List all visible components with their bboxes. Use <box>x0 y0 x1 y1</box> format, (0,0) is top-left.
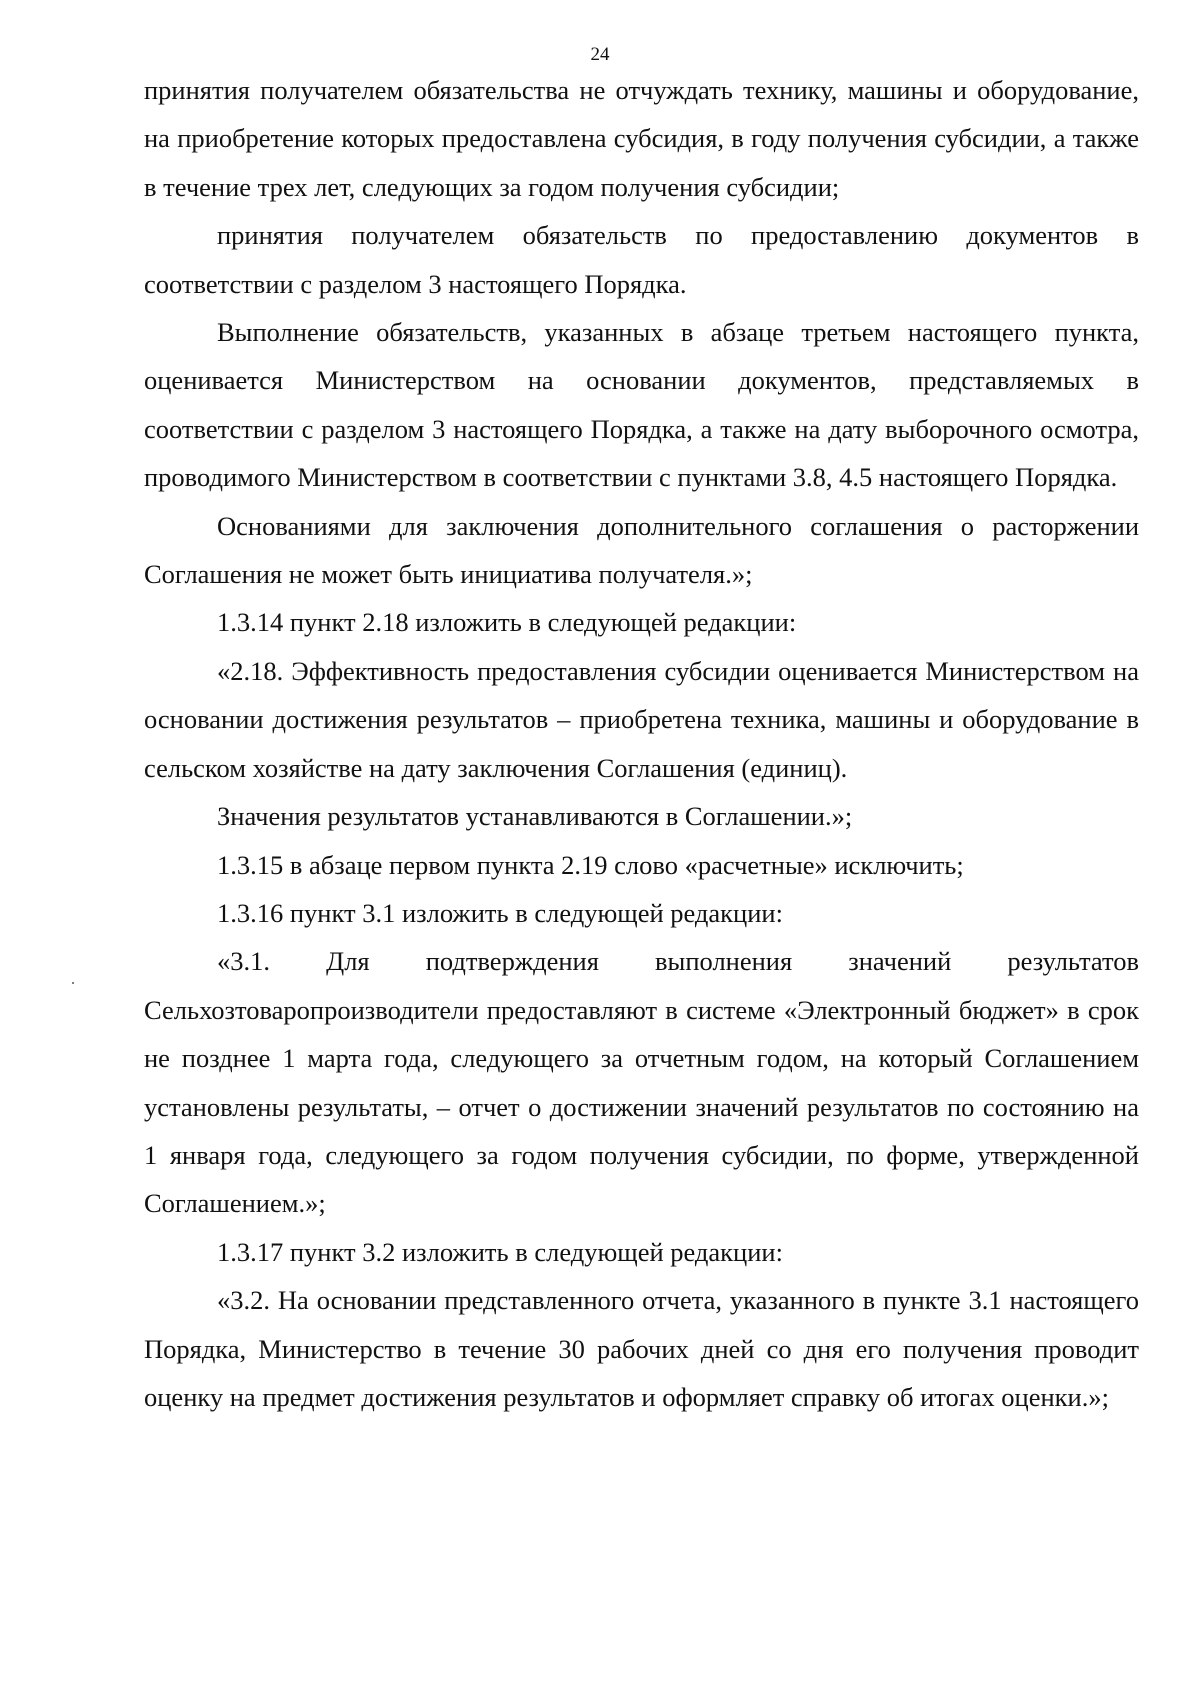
paragraph-1-3-16: 1.3.16 пункт 3.1 изложить в следующей редакции: <box>217 897 783 928</box>
paragraph-obligation-assessment: Выполнение обязательств, указанных в абзаце третьем настоящего пункта, оценивается Министерством на основании документов, представляемых в соответствии с разделом 3 настоящего Порядка, а также на дату выборочного осмотра, проводимого Министерством в соответствии с пунктами 3.8, 4.5 настоящего Порядка. <box>144 317 1139 493</box>
paragraph-obligation-not-alienate: принятия получателем обязательства не отчуждать технику, машины и оборудование, на приобретение которых предоставлена субсидия, в году получения субсидии, а также в течение трех лет, следующих за годом получения субсидии; <box>144 75 1139 202</box>
document-body <box>144 66 1139 1421</box>
paragraph-results-values: Значения результатов устанавливаются в Соглашении.»; <box>217 801 853 832</box>
paragraph-3-2: «3.2. На основании представленного отчета, указанного в пункте 3.1 настоящего Порядка, Министерство в течение 30 рабочих дней со дня его получения проводит оценку на предмет достижения результатов и оформляет справку об итогах оценки.»; <box>144 1285 1139 1412</box>
page-number: 24 <box>590 44 610 65</box>
paragraph-1-3-15: 1.3.15 в абзаце первом пункта 2.19 слово «расчетные» исключить; <box>217 849 964 880</box>
paragraph-obligation-documents: принятия получателем обязательств по предоставлению документов в соответствии с разделом 3 настоящего Порядка. <box>144 220 1139 299</box>
paragraph-2-18: «2.18. Эффективность предоставления субсидии оценивается Министерством на основании достижения результатов – приобретена техника, машины и оборудование в сельском хозяйстве на дату заключения Соглашения (единиц). <box>144 655 1139 783</box>
paragraph-3-1: «3.1. Для подтверждения выполнения значений результатов Сельхозтоваропроизводители предоставляют в системе «Электронный бюджет» в срок не позднее 1 марта года, следующего за отчетным годом, на который Соглашением установлены результаты, – отчет о достижении значений результатов по состоянию на 1 января года, следующего за годом получения субсидии, по форме, утвержденной Соглашением.»; <box>144 946 1139 1219</box>
scan-speck <box>72 982 74 984</box>
paragraph-1-3-17: 1.3.17 пункт 3.2 изложить в следующей редакции: <box>217 1236 783 1267</box>
paragraph-termination-grounds: Основаниями для заключения дополнительного соглашения о расторжении Соглашения не может быть инициатива получателя.»; <box>144 510 1139 590</box>
paragraph-1-3-14: 1.3.14 пункт 2.18 изложить в следующей редакции: <box>217 607 797 638</box>
